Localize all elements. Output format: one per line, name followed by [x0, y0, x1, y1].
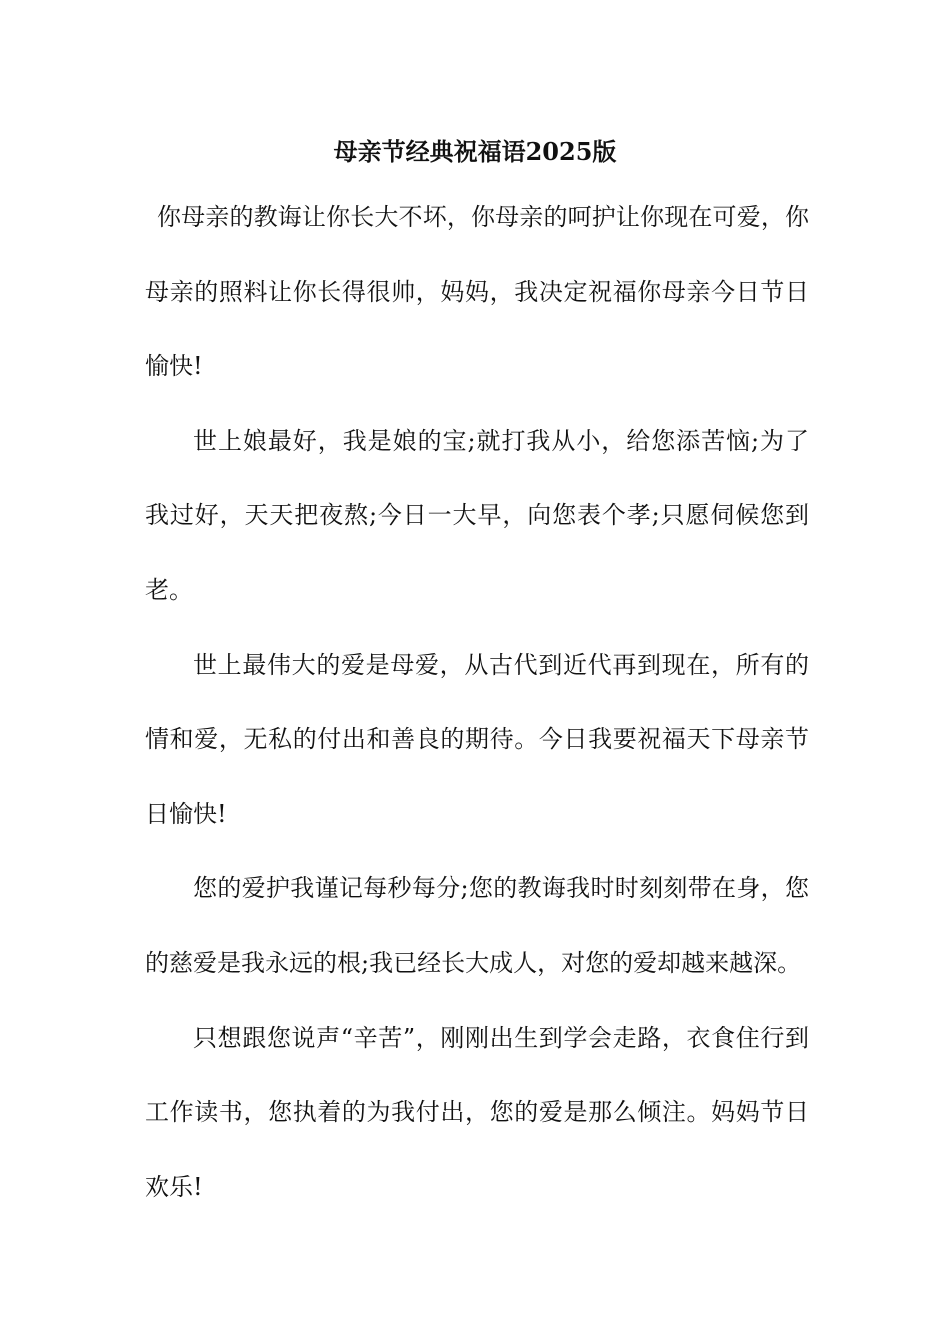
document-body [145, 180, 809, 1224]
paragraph: 只想跟您说声“辛苦”，刚刚出生到学会走路，衣食住行到工作读书，您执着的为我付出，您的爱是那么倾注。妈妈节日欢乐! [145, 1023, 809, 1201]
paragraph: 世上最伟大的爱是母爱，从古代到近代再到现在，所有的情和爱，无私的付出和善良的期待。今日我要祝福天下母亲节日愉快! [145, 650, 809, 828]
paragraph: 世上娘最好，我是娘的宝;就打我从小，给您添苦恼;为了我过好，天天把夜熬;今日一大早，向您表个孝;只愿伺候您到老。 [145, 426, 809, 604]
paragraph: 你母亲的教诲让你长大不坏，你母亲的呵护让你现在可爱，你母亲的照料让你长得很帅，妈妈，我决定祝福你母亲今日节日愉快! [145, 203, 809, 381]
document-title: 母亲节经典祝福语2025版 [333, 137, 617, 166]
paragraph: 您的爱护我谨记每秒每分;您的教诲我时时刻刻带在身，您的慈爱是我永远的根;我已经长大成人，对您的爱却越来越深。 [145, 874, 809, 977]
